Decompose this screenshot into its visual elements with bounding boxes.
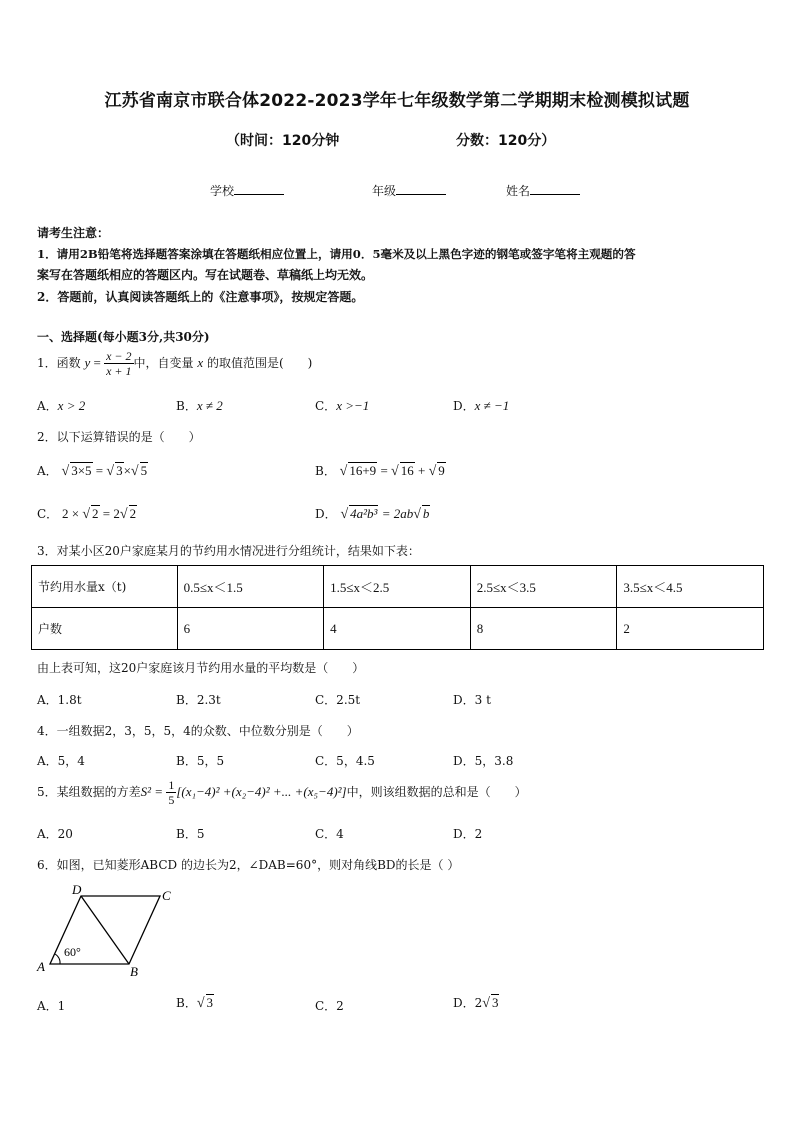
table-cell: 4 bbox=[324, 608, 471, 650]
rhombus-figure bbox=[34, 880, 184, 980]
q1-option-b[interactable] bbox=[176, 397, 223, 414]
q5-fraction bbox=[166, 778, 176, 807]
q1-eq: = bbox=[90, 355, 105, 370]
angle-label: 60° bbox=[64, 945, 81, 959]
grade-blank bbox=[396, 182, 446, 195]
radical-icon: √ bbox=[428, 464, 437, 479]
q2-b-radicand-3: 9 bbox=[438, 463, 445, 478]
q1-a-label: A． bbox=[37, 399, 58, 413]
table-cell: 6 bbox=[177, 608, 324, 650]
radical-icon: √ bbox=[130, 464, 139, 479]
q2-option-d[interactable] bbox=[315, 505, 430, 523]
q6-b-label: B． bbox=[176, 996, 197, 1010]
q6-b-radicand: 3 bbox=[206, 995, 214, 1010]
table-cell: 2 bbox=[617, 608, 764, 650]
table-cell: 3.5≤x＜4.5 bbox=[617, 566, 764, 608]
vertex-b-label: B bbox=[130, 964, 138, 979]
q2-c-eq: = 2 bbox=[99, 506, 120, 521]
radical-icon: √ bbox=[82, 507, 91, 522]
angle-arc bbox=[55, 954, 60, 964]
q2-c-radicand-1: 2 bbox=[92, 506, 99, 521]
q1-var: x bbox=[197, 355, 204, 370]
q1-c-label: C． bbox=[315, 399, 337, 413]
q1-a-value: x > 2 bbox=[57, 398, 86, 413]
q1-mid: 中，自变量 bbox=[133, 356, 194, 370]
table-row bbox=[32, 566, 764, 608]
q1-option-a[interactable] bbox=[37, 397, 85, 414]
q1-b-value: x ≠ 2 bbox=[196, 398, 223, 413]
q4-option-b[interactable]: B．5，5 bbox=[176, 754, 225, 768]
q6-d-radicand: 3 bbox=[491, 995, 499, 1010]
q1-c-value: x >−1 bbox=[336, 398, 370, 413]
q1-b-label: B． bbox=[176, 399, 197, 413]
q5-denominator: 5 bbox=[168, 793, 175, 807]
q1-denominator: x + 1 bbox=[106, 364, 132, 378]
question-2-stem: 2．以下运算错误的是（ ） bbox=[37, 430, 201, 444]
radical-icon: √ bbox=[106, 464, 115, 479]
notice-line-1: 1．请用2B铅笔将选择题答案涂填在答题纸相应位置上，请用0．5毫米及以上黑色字迹的钢笔或签字笔将主观题的答 bbox=[37, 247, 636, 261]
q1-pre: 1．函数 bbox=[37, 356, 81, 370]
radical-icon: √ bbox=[119, 507, 128, 522]
radical-icon: √ bbox=[340, 507, 349, 522]
question-3-stem: 3．对某小区20户家庭某月的节约用水情况进行分组统计，结果如下表： bbox=[37, 544, 420, 558]
q1-fraction bbox=[104, 349, 133, 378]
q2-a-times: × bbox=[123, 463, 131, 478]
q6-option-a[interactable]: A．1 bbox=[37, 999, 66, 1013]
name-label: 姓名 bbox=[506, 184, 531, 198]
q3-option-a[interactable]: A．1.8t bbox=[37, 693, 82, 707]
table-cell: 1.5≤x＜2.5 bbox=[324, 566, 471, 608]
q5-expression: [(x₁−4)² +(x₂−4)² +... +(x₅−4)²] bbox=[176, 784, 347, 799]
question-4-stem: 4．一组数据2，3，5，5，4的众数、中位数分别是（ ） bbox=[37, 724, 359, 738]
q2-b-label: B． bbox=[315, 464, 336, 478]
q2-option-a[interactable] bbox=[37, 462, 148, 480]
q6-option-b[interactable] bbox=[176, 994, 214, 1012]
question-5-stem bbox=[37, 778, 527, 807]
vertex-d-label: D bbox=[72, 882, 82, 897]
table-cell: 节约用水量x（t) bbox=[32, 566, 178, 608]
q1-y: y bbox=[84, 355, 91, 370]
q5-option-d[interactable]: D．2 bbox=[453, 827, 483, 841]
q1-d-value: x ≠ −1 bbox=[474, 398, 510, 413]
q5-option-b[interactable]: B．5 bbox=[176, 827, 205, 841]
notice-line-2: 案写在答题纸相应的答题区内。写在试题卷、草稿纸上均无效。 bbox=[37, 268, 374, 282]
table-cell: 0.5≤x＜1.5 bbox=[177, 566, 324, 608]
notice-heading: 请考生注意： bbox=[37, 226, 110, 240]
water-usage-table bbox=[31, 565, 764, 650]
table-cell: 户数 bbox=[32, 608, 178, 650]
grade-field bbox=[372, 182, 446, 199]
q1-post: 的取值范围是( ) bbox=[206, 356, 313, 370]
q2-d-radicand-2: b bbox=[422, 506, 430, 521]
q2-c-radicand-2: 2 bbox=[129, 506, 137, 521]
radical-icon: √ bbox=[482, 996, 490, 1011]
school-field bbox=[210, 182, 284, 199]
q2-c-pre: 2 × bbox=[62, 506, 83, 521]
school-blank bbox=[234, 182, 284, 195]
q5-s2: S² = bbox=[140, 784, 167, 799]
q1-option-d[interactable] bbox=[453, 397, 509, 414]
name-blank bbox=[530, 182, 580, 195]
q3-option-d[interactable]: D．3 t bbox=[453, 693, 491, 707]
q2-d-label: D． bbox=[315, 507, 337, 521]
q1-d-label: D． bbox=[453, 399, 475, 413]
q5-pre: 5．某组数据的方差 bbox=[37, 785, 141, 799]
table-cell: 2.5≤x＜3.5 bbox=[470, 566, 617, 608]
q1-numerator: x − 2 bbox=[106, 349, 132, 363]
exam-title: 江苏省南京市联合体2022-2023学年七年级数学第二学期期末检测模拟试题 bbox=[104, 91, 690, 111]
table-cell: 8 bbox=[470, 608, 617, 650]
grade-label: 年级 bbox=[372, 184, 397, 198]
q2-d-eq: = 2ab bbox=[378, 506, 414, 521]
q5-option-c[interactable]: C．4 bbox=[315, 827, 344, 841]
vertex-c-label: C bbox=[162, 888, 171, 903]
q6-d-label: D．2 bbox=[453, 996, 483, 1010]
q2-b-radicand-1: 16+9 bbox=[349, 463, 377, 478]
q5-post: 中，则该组数据的总和是（ ） bbox=[346, 785, 527, 799]
q2-d-radicand-1: 4a²b³ bbox=[350, 506, 378, 521]
q2-b-plus: + bbox=[414, 463, 429, 478]
question-3-followup: 由上表可知，这20户家庭该月节约用水量的平均数是（ ） bbox=[37, 661, 365, 675]
radical-icon: √ bbox=[391, 464, 399, 479]
q2-b-radicand-2: 16 bbox=[400, 463, 414, 478]
question-6-stem: 6．如图，已知菱形ABCD 的边长为2，∠DAB=60°，则对角线BD的长是（ ） bbox=[37, 858, 460, 872]
school-label: 学校 bbox=[210, 184, 235, 198]
q2-a-radicand-2: 3 bbox=[116, 463, 123, 478]
q5-numerator: 1 bbox=[168, 778, 175, 792]
q3-option-b[interactable]: B．2.3t bbox=[176, 693, 221, 707]
q1-option-c[interactable] bbox=[315, 397, 369, 414]
q2-option-b[interactable] bbox=[315, 462, 446, 480]
table-row bbox=[32, 608, 764, 650]
q6-option-d[interactable] bbox=[453, 994, 499, 1012]
q2-a-radicand-1: 3×5 bbox=[71, 463, 92, 478]
radical-icon: √ bbox=[196, 996, 205, 1011]
section-heading: 一、选择题(每小题3分,共30分) bbox=[37, 330, 210, 344]
vertex-a-label: A bbox=[37, 959, 45, 974]
q2-c-label: C． bbox=[37, 507, 59, 521]
q2-a-eq: = bbox=[92, 463, 107, 478]
q4-option-d[interactable]: D．5，3.8 bbox=[453, 754, 514, 768]
radical-icon: √ bbox=[61, 464, 70, 479]
exam-time: （时间：120分钟 bbox=[226, 133, 340, 149]
q5-option-a[interactable]: A．20 bbox=[37, 827, 73, 841]
q2-a-label: A． bbox=[37, 464, 58, 478]
notice-line-3: 2．答题前，认真阅读答题纸上的《注意事项》，按规定答题。 bbox=[37, 290, 364, 304]
q2-b-eq: = bbox=[377, 463, 392, 478]
radical-icon: √ bbox=[339, 464, 348, 479]
q6-option-c[interactable]: C．2 bbox=[315, 999, 344, 1013]
diagonal-bd bbox=[81, 896, 129, 964]
name-field bbox=[506, 182, 580, 199]
q4-option-a[interactable]: A．5，4 bbox=[37, 754, 85, 768]
q3-option-c[interactable]: C．2.5t bbox=[315, 693, 361, 707]
radical-icon: √ bbox=[413, 507, 421, 522]
q2-option-c[interactable] bbox=[37, 505, 137, 523]
q2-a-radicand-3: 5 bbox=[140, 463, 148, 478]
question-1-stem bbox=[37, 349, 312, 378]
exam-score: 分数：120分） bbox=[456, 133, 556, 149]
q4-option-c[interactable]: C．5，4.5 bbox=[315, 754, 375, 768]
